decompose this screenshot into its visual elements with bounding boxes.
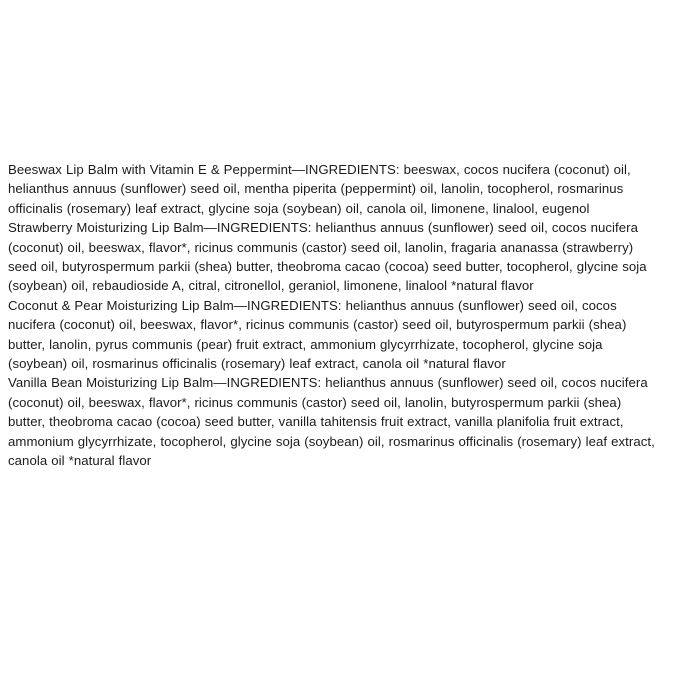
ingredients-paragraph-strawberry-moisturizing-lip-balm: Strawberry Moisturizing Lip Balm—INGREDIENTS: helianthus annuus (sunflower) seed oil, cocos nucifera (coconut) oil, beeswax, flavor*, ricinus communis (castor) seed oil, lanolin, fragaria ananassa (strawberry) seed oil, butyrospermum parkii (shea) butter, theobroma cacao (cocoa) seed butter, tocopherol, glycine soja (soybean) oil, rebaudioside A, citral, citronellol, geraniol, limonene, linalool *natural flavor (8, 220, 647, 294)
ingredients-paragraph-coconut-pear-moisturizing-lip-balm: Coconut & Pear Moisturizing Lip Balm—INGREDIENTS: helianthus annuus (sunflower) seed oil, cocos nucifera (coconut) oil, beeswax, flavor*, ricinus communis (castor) seed oil, butyrospermum parkii (shea) butter, lanolin, pyrus communis (pear) fruit extract, ammonium glycyrrhizate, tocopherol, glycine soja (soybean) oil, rosmarinus officinalis (rosemary) leaf extract, canola oil *natural flavor (8, 297, 627, 372)
ingredients-paragraph-vanilla-bean-moisturizing-lip-balm: Vanilla Bean Moisturizing Lip Balm—INGREDIENTS: helianthus annuus (sunflower) seed oil, cocos nucifera (coconut) oil, beeswax, flavor*, ricinus communis (castor) seed oil, lanolin, butyrospermum parkii (shea) butter, theobroma cacao (cocoa) seed butter, vanilla tahitensis fruit extract, vanilla planifolia fruit extract, ammonium glycyrrhizate, tocopherol, glycine soja (soybean) oil, rosmarinus officinalis (rosemary) leaf extract, canola oil *natural flavor (8, 375, 655, 469)
ingredients-paragraph-beeswax-lip-balm-vitamin-e-peppermint: Beeswax Lip Balm with Vitamin E & Peppermint—INGREDIENTS: beeswax, cocos nucifera (coconut) oil, helianthus annuus (sunflower) seed oil, mentha piperita (peppermint) oil, lanolin, tocopherol, rosmarinus officinalis (rosemary) leaf extract, glycine soja (soybean) oil, canola oil, limonene, linalool, eugenol (8, 162, 631, 216)
